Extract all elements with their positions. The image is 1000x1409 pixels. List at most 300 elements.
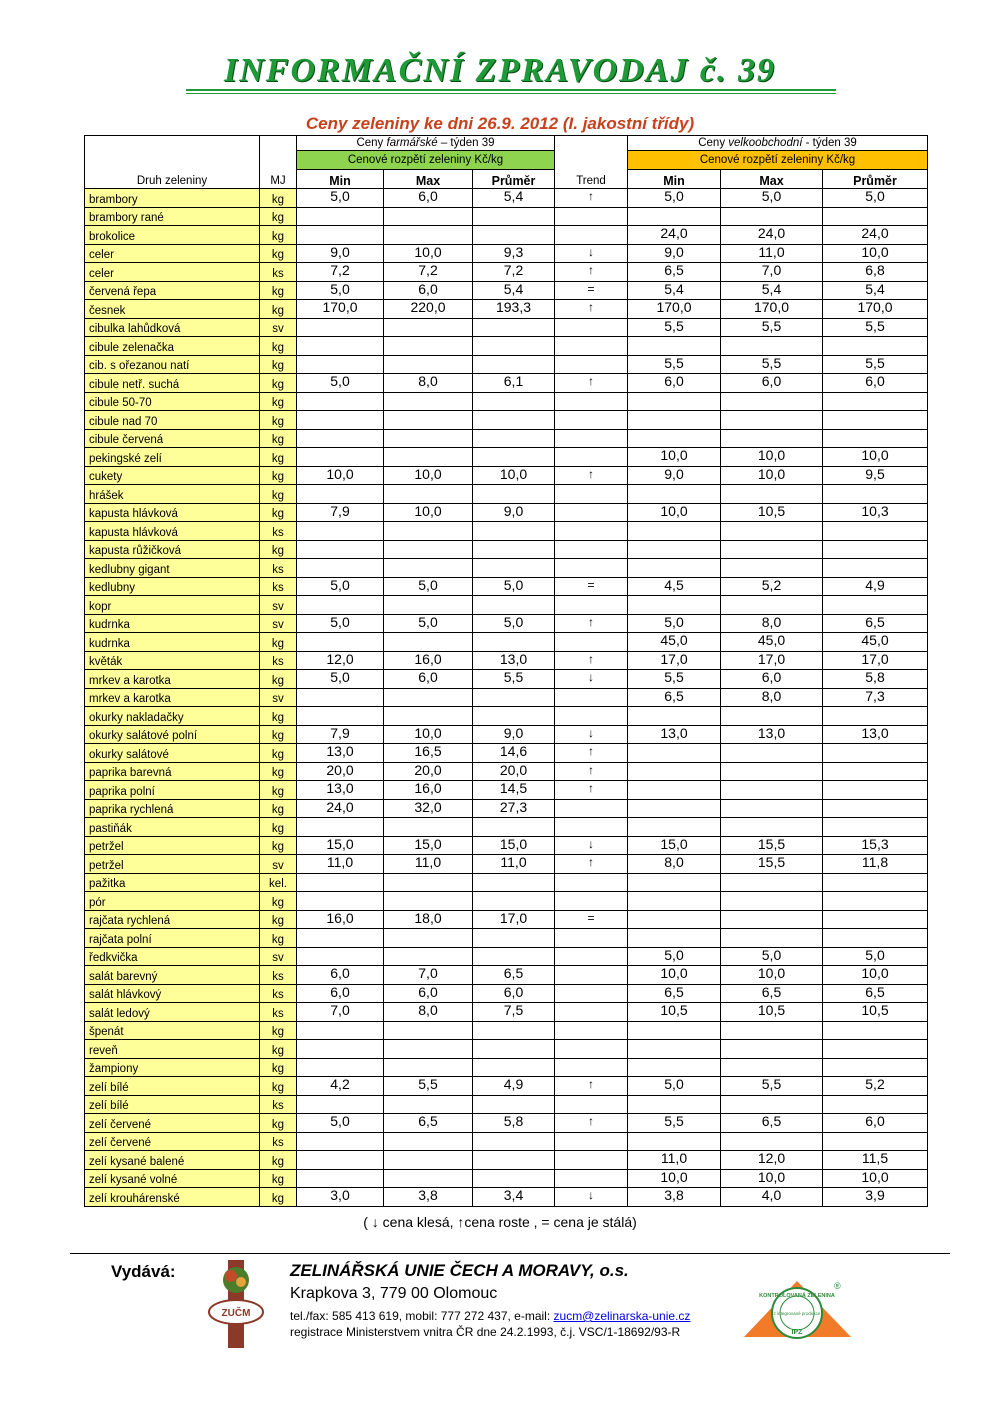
table-row (85, 522, 928, 541)
wholesale-max-cell (721, 744, 823, 763)
wholesale-max-cell (721, 910, 823, 929)
wholesale-avg-cell (823, 485, 928, 504)
wholesale-avg-cell (823, 522, 928, 541)
wholesale-avg-cell: 170,0 (823, 300, 928, 319)
wholesale-max-cell (721, 762, 823, 781)
wholesale-avg-cell: 5,0 (823, 189, 928, 208)
wholesale-avg-cell: 4,9 (823, 577, 928, 596)
org-address: Krapkova 3, 779 00 Olomouc (290, 1285, 498, 1302)
wholesale-avg-cell: 5,8 (823, 670, 928, 689)
wholesale-max-cell: 10,0 (721, 966, 823, 985)
veg-name-cell: zelí bílé (85, 1077, 260, 1096)
wholesale-max-cell: 17,0 (721, 651, 823, 670)
table-row (85, 781, 928, 800)
farm-min-cell: 6,0 (297, 984, 384, 1003)
farm-avg-cell (473, 226, 555, 245)
wholesale-min-cell (628, 337, 721, 356)
veg-name-cell: kedlubny gigant (85, 559, 260, 578)
wholesale-min-cell (628, 411, 721, 430)
wholesale-week-header (628, 136, 928, 151)
wholesale-max-cell: 10,0 (721, 1169, 823, 1188)
page-title: INFORMAČNÍ ZPRAVODAJ č. 39 (224, 52, 776, 89)
farm-min-cell: 6,0 (297, 966, 384, 985)
wholesale-min-cell: 15,0 (628, 836, 721, 855)
wholesale-avg-cell (823, 392, 928, 411)
farm-avg-cell: 14,5 (473, 781, 555, 800)
farm-max-cell: 11,0 (384, 855, 473, 874)
trend-cell (555, 559, 628, 578)
wholesale-avg-cell (823, 596, 928, 615)
farm-min-cell: 24,0 (297, 799, 384, 818)
farm-avg-cell: 5,5 (473, 670, 555, 689)
wholesale-min-cell (628, 429, 721, 448)
veg-name-cell: rajčata rychlená (85, 910, 260, 929)
page-title-wrap (0, 52, 1000, 90)
farm-avg-cell (473, 337, 555, 356)
farm-max-cell (384, 596, 473, 615)
wholesale-min-cell: 5,0 (628, 189, 721, 208)
trend-cell: ↑ (555, 781, 628, 800)
farm-max-cell: 15,0 (384, 836, 473, 855)
unit-cell: kg (260, 1077, 297, 1096)
unit-cell: kg (260, 189, 297, 208)
wholesale-avg-cell (823, 910, 928, 929)
table-row (85, 503, 928, 522)
wholesale-max-cell (721, 818, 823, 837)
veg-name-cell: brokolice (85, 226, 260, 245)
trend-cell (555, 633, 628, 652)
farm-min-cell: 170,0 (297, 300, 384, 319)
farm-max-cell (384, 485, 473, 504)
farm-min-cell (297, 818, 384, 837)
wholesale-avg-cell: 10,0 (823, 966, 928, 985)
wholesale-max-cell: 12,0 (721, 1151, 823, 1170)
veg-name-cell: zelí bílé (85, 1095, 260, 1114)
wholesale-max-cell: 6,0 (721, 374, 823, 393)
farm-avg-cell: 27,3 (473, 799, 555, 818)
table-row (85, 725, 928, 744)
farm-min-cell: 11,0 (297, 855, 384, 874)
wholesale-min-cell (628, 929, 721, 948)
veg-name-cell: okurky salátové polní (85, 725, 260, 744)
wholesale-min-cell: 13,0 (628, 725, 721, 744)
unit-cell: kg (260, 485, 297, 504)
wholesale-avg-cell: 10,5 (823, 1003, 928, 1022)
wholesale-week-prefix: Ceny (698, 137, 729, 149)
trend-cell: ↓ (555, 836, 628, 855)
wholesale-avg-cell (823, 873, 928, 892)
ipz-logo-ring-text: KONTROLOVANÁ ZELENINA (759, 1293, 835, 1299)
veg-name-cell: červená řepa (85, 281, 260, 300)
email-link[interactable]: zucm@zelinarska-unie.cz (553, 1309, 691, 1323)
farm-min-cell (297, 873, 384, 892)
wholesale-max-cell: 45,0 (721, 633, 823, 652)
trend-legend: ( ↓ cena klesá, ↑cena roste , = cena je stálá) (363, 1214, 637, 1230)
farm-min-cell (297, 947, 384, 966)
unit-cell: kg (260, 910, 297, 929)
farm-avg-cell (473, 707, 555, 726)
trend-cell: = (555, 577, 628, 596)
farm-max-cell (384, 392, 473, 411)
wholesale-avg-cell: 6,5 (823, 984, 928, 1003)
veg-name-cell: cibulka lahůdková (85, 318, 260, 337)
farm-min-cell (297, 226, 384, 245)
unit-cell: ks (260, 651, 297, 670)
table-row (85, 540, 928, 559)
farm-min-cell: 5,0 (297, 281, 384, 300)
farm-max-cell: 7,2 (384, 263, 473, 282)
title-underline (186, 89, 836, 91)
wholesale-min-cell (628, 1058, 721, 1077)
wholesale-max-cell (721, 429, 823, 448)
wholesale-min-cell (628, 559, 721, 578)
farm-max-cell (384, 226, 473, 245)
unit-cell: kg (260, 633, 297, 652)
farm-max-cell: 10,0 (384, 725, 473, 744)
wholesale-min-cell: 5,4 (628, 281, 721, 300)
wholesale-max-cell: 4,0 (721, 1188, 823, 1207)
farm-min-cell (297, 318, 384, 337)
trend-cell: ↑ (555, 855, 628, 874)
ipz-logo-bottom-text: IPZ (791, 1329, 803, 1336)
price-table (84, 135, 928, 1207)
farm-min-cell (297, 1169, 384, 1188)
farm-min-cell (297, 559, 384, 578)
farm-max-cell (384, 429, 473, 448)
farm-max-cell (384, 448, 473, 467)
farm-avg-cell: 5,0 (473, 614, 555, 633)
farm-avg-cell (473, 1151, 555, 1170)
wholesale-min-cell: 5,5 (628, 318, 721, 337)
wholesale-avg-cell (823, 337, 928, 356)
wholesale-avg-cell: 9,5 (823, 466, 928, 485)
veg-name-cell: cibule zelenačka (85, 337, 260, 356)
wholesale-avg-cell: 10,0 (823, 244, 928, 263)
farm-avg-cell (473, 818, 555, 837)
zucm-logo (206, 1258, 266, 1350)
veg-name-cell: rajčata polní (85, 929, 260, 948)
wholesale-avg-cell: 11,8 (823, 855, 928, 874)
table-row (85, 1058, 928, 1077)
table-row (85, 355, 928, 374)
wholesale-max-cell (721, 707, 823, 726)
farm-max-cell (384, 1021, 473, 1040)
trend-cell (555, 1021, 628, 1040)
wholesale-min-cell (628, 781, 721, 800)
farm-avg-cell: 7,5 (473, 1003, 555, 1022)
farm-max-cell (384, 318, 473, 337)
trend-cell: ↑ (555, 300, 628, 319)
farm-max-cell (384, 207, 473, 226)
wholesale-max-cell: 5,4 (721, 281, 823, 300)
wholesale-avg-cell (823, 207, 928, 226)
trend-cell: ↑ (555, 651, 628, 670)
table-row (85, 374, 928, 393)
farm-min-cell (297, 929, 384, 948)
trend-cell (555, 1040, 628, 1059)
farm-max-cell (384, 540, 473, 559)
wholesale-min-cell: 6,5 (628, 263, 721, 282)
col-header-wholesale-avg: Průměr (823, 170, 928, 189)
farm-min-cell: 4,2 (297, 1077, 384, 1096)
unit-cell: kg (260, 1114, 297, 1133)
wholesale-week-suffix: - týden 39 (802, 137, 857, 149)
veg-name-cell: ředkvička (85, 947, 260, 966)
farm-avg-cell (473, 448, 555, 467)
wholesale-max-cell (721, 873, 823, 892)
trend-cell (555, 429, 628, 448)
title-underline-thin (186, 93, 836, 94)
wholesale-max-cell (721, 892, 823, 911)
unit-cell: kg (260, 300, 297, 319)
veg-name-cell: mrkev a karotka (85, 688, 260, 707)
trend-cell (555, 929, 628, 948)
unit-cell: sv (260, 614, 297, 633)
farm-max-cell (384, 873, 473, 892)
wholesale-min-cell (628, 1021, 721, 1040)
farm-min-cell: 5,0 (297, 670, 384, 689)
trend-cell (555, 485, 628, 504)
veg-name-cell: kedlubny (85, 577, 260, 596)
veg-name-cell: brambory (85, 189, 260, 208)
trend-cell (555, 707, 628, 726)
trend-cell (555, 411, 628, 430)
farm-avg-cell (473, 559, 555, 578)
unit-cell: kg (260, 281, 297, 300)
unit-cell: kg (260, 929, 297, 948)
farm-avg-cell (473, 1095, 555, 1114)
farm-min-cell: 10,0 (297, 466, 384, 485)
veg-name-cell: salát barevný (85, 966, 260, 985)
unit-cell: ks (260, 1003, 297, 1022)
wholesale-avg-cell: 5,0 (823, 947, 928, 966)
table-row (85, 1040, 928, 1059)
wholesale-avg-cell (823, 892, 928, 911)
trend-cell (555, 318, 628, 337)
farm-min-cell: 3,0 (297, 1188, 384, 1207)
farm-avg-cell (473, 929, 555, 948)
farm-max-cell (384, 1132, 473, 1151)
unit-cell: kg (260, 355, 297, 374)
farm-avg-cell (473, 429, 555, 448)
wholesale-max-cell (721, 1021, 823, 1040)
wholesale-max-cell: 5,2 (721, 577, 823, 596)
trend-cell: ↓ (555, 725, 628, 744)
wholesale-max-cell (721, 559, 823, 578)
wholesale-max-cell: 170,0 (721, 300, 823, 319)
wholesale-min-cell: 10,0 (628, 1169, 721, 1188)
unit-cell: kg (260, 374, 297, 393)
veg-name-cell: zelí kysané balené (85, 1151, 260, 1170)
table-row (85, 1132, 928, 1151)
farm-avg-cell (473, 411, 555, 430)
table-row (85, 300, 928, 319)
col-header-name: Druh zeleniny (85, 170, 260, 189)
unit-cell: kg (260, 1040, 297, 1059)
farm-max-cell: 16,0 (384, 651, 473, 670)
trend-cell (555, 818, 628, 837)
farm-max-cell: 8,0 (384, 1003, 473, 1022)
wholesale-min-cell (628, 762, 721, 781)
farm-min-cell (297, 596, 384, 615)
wholesale-max-cell (721, 337, 823, 356)
trend-cell: ↑ (555, 466, 628, 485)
table-row (85, 596, 928, 615)
unit-cell: kg (260, 392, 297, 411)
table-row (85, 281, 928, 300)
farm-avg-cell (473, 633, 555, 652)
farm-min-cell: 7,0 (297, 1003, 384, 1022)
unit-cell: ks (260, 522, 297, 541)
farm-avg-cell (473, 892, 555, 911)
farm-avg-cell (473, 873, 555, 892)
wholesale-avg-cell: 6,8 (823, 263, 928, 282)
wholesale-max-cell (721, 1040, 823, 1059)
wholesale-range-header: Cenové rozpětí zeleniny Kč/kg (628, 151, 928, 170)
wholesale-max-cell: 10,0 (721, 448, 823, 467)
veg-name-cell: mrkev a karotka (85, 670, 260, 689)
table-row (85, 688, 928, 707)
trend-cell (555, 226, 628, 245)
header-blank (555, 136, 628, 151)
unit-cell: kg (260, 226, 297, 245)
trend-cell (555, 392, 628, 411)
col-header-wholesale-min: Min (628, 170, 721, 189)
table-row (85, 1114, 928, 1133)
trend-cell (555, 540, 628, 559)
unit-cell: ks (260, 577, 297, 596)
farm-max-cell (384, 411, 473, 430)
farm-avg-cell: 10,0 (473, 466, 555, 485)
farm-max-cell (384, 337, 473, 356)
farm-avg-cell (473, 1021, 555, 1040)
wholesale-max-cell: 7,0 (721, 263, 823, 282)
farm-min-cell (297, 337, 384, 356)
trend-cell: ↑ (555, 1077, 628, 1096)
wholesale-min-cell (628, 910, 721, 929)
wholesale-avg-cell (823, 540, 928, 559)
farm-max-cell (384, 818, 473, 837)
veg-name-cell: zelí červené (85, 1114, 260, 1133)
page-subtitle: Ceny zeleniny ke dni 26.9. 2012 (I. jakostní třídy) (305, 114, 695, 133)
farm-avg-cell: 6,0 (473, 984, 555, 1003)
veg-name-cell: cib. s ořezanou natí (85, 355, 260, 374)
farm-max-cell: 3,8 (384, 1188, 473, 1207)
unit-cell: kg (260, 725, 297, 744)
veg-name-cell: brambory rané (85, 207, 260, 226)
veg-name-cell: zelí krouhárenské (85, 1188, 260, 1207)
table-row (85, 244, 928, 263)
table-row (85, 744, 928, 763)
farm-min-cell: 7,2 (297, 263, 384, 282)
wholesale-max-cell: 15,5 (721, 836, 823, 855)
farm-avg-cell: 13,0 (473, 651, 555, 670)
farm-max-cell: 18,0 (384, 910, 473, 929)
wholesale-avg-cell: 5,5 (823, 318, 928, 337)
farm-min-cell (297, 207, 384, 226)
wholesale-max-cell (721, 1058, 823, 1077)
wholesale-min-cell: 6,5 (628, 688, 721, 707)
wholesale-avg-cell (823, 559, 928, 578)
wholesale-avg-cell (823, 799, 928, 818)
farm-avg-cell: 7,2 (473, 263, 555, 282)
org-registration: registrace Ministerstvem vnitra ČR dne 24.2.1993, č.j. VSC/1-18692/93-R (290, 1325, 681, 1339)
trend-cell (555, 1132, 628, 1151)
farm-max-cell (384, 707, 473, 726)
veg-name-cell: pekingské zelí (85, 448, 260, 467)
farm-avg-cell: 4,9 (473, 1077, 555, 1096)
farm-min-cell: 5,0 (297, 189, 384, 208)
farm-max-cell: 10,0 (384, 244, 473, 263)
col-header-avg: Průměr (473, 170, 555, 189)
wholesale-max-cell: 13,0 (721, 725, 823, 744)
trend-cell: ↓ (555, 670, 628, 689)
farm-avg-cell (473, 947, 555, 966)
farm-week-em: farmářské (386, 137, 438, 149)
farm-min-cell (297, 392, 384, 411)
table-row (85, 1188, 928, 1207)
wholesale-min-cell (628, 1040, 721, 1059)
veg-name-cell: celer (85, 263, 260, 282)
wholesale-avg-cell: 13,0 (823, 725, 928, 744)
veg-name-cell: petržel (85, 836, 260, 855)
ipz-logo (740, 1277, 855, 1341)
farm-avg-cell (473, 392, 555, 411)
farm-avg-cell: 193,3 (473, 300, 555, 319)
wholesale-min-cell (628, 1132, 721, 1151)
farm-max-cell (384, 633, 473, 652)
wholesale-max-cell: 5,0 (721, 947, 823, 966)
wholesale-min-cell: 24,0 (628, 226, 721, 245)
wholesale-min-cell: 8,0 (628, 855, 721, 874)
wholesale-min-cell (628, 485, 721, 504)
wholesale-max-cell (721, 781, 823, 800)
wholesale-max-cell: 10,5 (721, 503, 823, 522)
trend-cell: ↑ (555, 744, 628, 763)
unit-cell: ks (260, 984, 297, 1003)
veg-name-cell: česnek (85, 300, 260, 319)
wholesale-avg-cell (823, 762, 928, 781)
trend-cell: ↓ (555, 244, 628, 263)
wholesale-min-cell (628, 207, 721, 226)
table-row (85, 892, 928, 911)
wholesale-max-cell (721, 929, 823, 948)
wholesale-week-em: velkoobchodní (728, 137, 803, 149)
veg-name-cell: zelí kysané volné (85, 1169, 260, 1188)
table-row (85, 411, 928, 430)
veg-name-cell: cibule 50-70 (85, 392, 260, 411)
wholesale-max-cell: 6,5 (721, 984, 823, 1003)
col-header-wholesale-max: Max (721, 170, 823, 189)
header-blank (85, 151, 260, 170)
unit-cell: kg (260, 466, 297, 485)
farm-max-cell (384, 929, 473, 948)
trend-cell (555, 448, 628, 467)
unit-cell: kg (260, 818, 297, 837)
trend-cell (555, 984, 628, 1003)
table-row (85, 1003, 928, 1022)
trend-cell: ↑ (555, 762, 628, 781)
farm-max-cell (384, 522, 473, 541)
header-blank (85, 136, 260, 151)
farm-avg-cell: 6,5 (473, 966, 555, 985)
table-row (85, 670, 928, 689)
veg-name-cell: cibule červená (85, 429, 260, 448)
farm-min-cell (297, 633, 384, 652)
veg-name-cell: okurky nakladačky (85, 707, 260, 726)
wholesale-min-cell (628, 540, 721, 559)
wholesale-avg-cell (823, 1021, 928, 1040)
